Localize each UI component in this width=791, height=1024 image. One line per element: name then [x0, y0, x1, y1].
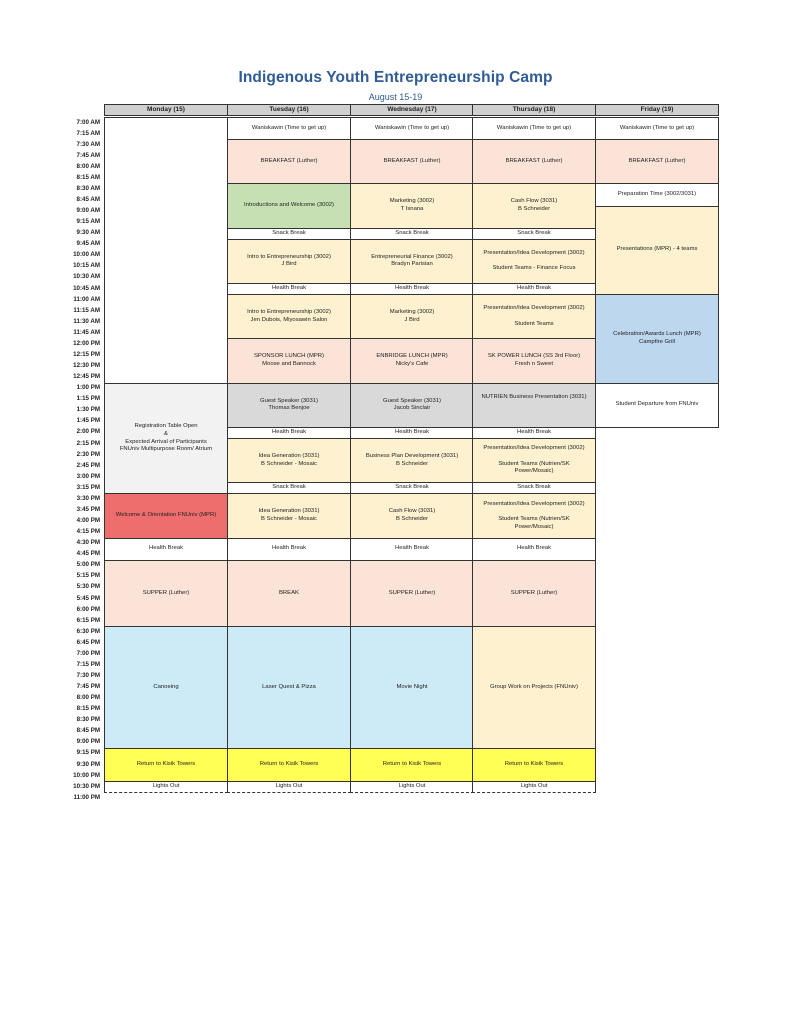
time-label: 1:15 PM — [76, 395, 100, 403]
time-label: 4:00 PM — [76, 517, 100, 525]
time-label: 11:15 AM — [73, 306, 100, 314]
time-label: 7:15 AM — [76, 129, 100, 137]
event-line: Snack Break — [395, 229, 429, 236]
schedule-event — [227, 748, 351, 782]
schedule-event — [350, 560, 474, 627]
day-header: Monday (15) — [104, 104, 228, 116]
event-line: Movie Night — [396, 683, 428, 690]
event-line: Bradyn Parisian — [391, 261, 433, 268]
time-label: 4:30 PM — [76, 539, 100, 547]
event-line: Snack Break — [272, 229, 306, 236]
schedule-event — [472, 538, 596, 561]
event-line: Student Teams — [514, 320, 554, 327]
event-line — [533, 508, 535, 516]
event-line: Power/Mosaic) — [514, 468, 554, 475]
schedule-event — [595, 206, 719, 296]
schedule-event — [227, 239, 351, 284]
event-line: Snack Break — [395, 484, 429, 491]
event-line: Presentation/Idea Development (3002) — [483, 445, 585, 452]
event-line: Expected Arrival of Participants — [125, 438, 207, 445]
event-line: Health Break — [148, 545, 184, 552]
schedule-event — [472, 294, 596, 339]
schedule-event — [472, 438, 596, 483]
schedule-event — [227, 383, 351, 428]
event-line: Laser Quest & Pizza — [262, 683, 316, 690]
event-line: Return to Kisik Towers — [382, 761, 442, 768]
page-title: Indigenous Youth Entrepreneurship Camp — [238, 69, 553, 86]
time-label: 12:00 PM — [73, 339, 100, 347]
event-line: Lights Out — [398, 783, 426, 790]
schedule-event — [104, 383, 228, 495]
event-line: Power/Mosaic) — [514, 523, 554, 530]
time-label: 2:45 PM — [76, 461, 100, 469]
event-line: BREAKFAST (Luther) — [505, 157, 563, 164]
event-line: Welcome & Orientation FNUniv (MPR) — [115, 512, 217, 519]
event-line: Moose and Bannock — [262, 361, 316, 368]
schedule-event — [350, 626, 474, 749]
time-label: 5:30 PM — [76, 583, 100, 591]
event-line: Presentation/Idea Development (3002) — [483, 500, 585, 507]
event-line: Waniskawin (Time to get up) — [496, 124, 572, 131]
event-line: T Isnana — [400, 206, 424, 213]
event-line: NUTRIEN Business Presentation (3031) — [481, 393, 587, 400]
schedule-event — [227, 626, 351, 749]
time-label: 8:15 AM — [76, 173, 100, 181]
event-line: Health Break — [516, 429, 552, 436]
event-line: Student Teams (Nutrien/SK — [498, 516, 570, 522]
event-line: SK POWER LUNCH (SS 3rd Floor) — [487, 353, 581, 360]
day-header: Friday (19) — [595, 104, 719, 116]
schedule-event — [350, 294, 474, 339]
time-label: 5:15 PM — [76, 572, 100, 580]
schedule-event — [350, 438, 474, 483]
time-label: 10:30 PM — [73, 782, 100, 790]
event-line: B Schneider - Mosaic — [261, 516, 317, 522]
event-line: Registration Table Open — [134, 423, 198, 430]
event-line: Entrepreneurial Finance (3002) — [371, 253, 453, 260]
event-line: B Schneider - Mosaic — [261, 460, 317, 467]
time-label: 8:30 AM — [76, 184, 100, 192]
event-line: Health Break — [516, 545, 552, 552]
event-line: Presentation/Idea Development (3002) — [483, 305, 585, 312]
time-label: 9:30 PM — [76, 760, 100, 768]
schedule-event — [104, 626, 228, 749]
event-line: SUPPER (Luther) — [510, 589, 558, 596]
time-label: 7:45 AM — [76, 151, 100, 159]
event-line: Fresh n Sweet — [515, 361, 553, 368]
event-line — [533, 453, 535, 461]
time-label: 8:15 PM — [76, 705, 100, 713]
schedule-event — [472, 781, 596, 793]
time-label: 8:30 PM — [76, 716, 100, 724]
event-line: BREAKFAST (Luther) — [383, 157, 441, 164]
event-line: Intro to Entrepreneurship (3002) — [247, 309, 331, 316]
time-label: 9:45 AM — [76, 240, 100, 248]
schedule-event — [472, 338, 596, 383]
event-line: ENBRIDGE LUNCH (MPR) — [376, 353, 448, 360]
time-label: 3:15 PM — [76, 483, 100, 491]
event-line: Introductions and Welcome (3002) — [244, 202, 334, 209]
event-line: Snack Break — [517, 484, 551, 491]
event-line: Cash Flow (3031) — [510, 198, 558, 205]
time-label: 12:15 PM — [73, 350, 100, 358]
time-label: 1:00 PM — [76, 384, 100, 392]
event-line: Health Break — [394, 429, 430, 436]
date-range: August 15-19 — [368, 92, 423, 102]
event-line: Lights Out — [520, 783, 548, 790]
event-line: SUPPER (Luther) — [142, 589, 190, 596]
event-line: Waniskawin (Time to get up) — [374, 124, 450, 131]
schedule-event — [104, 493, 228, 538]
time-label: 11:00 AM — [73, 295, 100, 303]
event-line: SUPPER (Luther) — [388, 589, 436, 596]
event-line: Campfire Grill — [638, 338, 675, 345]
event-line: Student Teams (Nutrien/SK — [498, 460, 570, 467]
schedule-event — [472, 383, 596, 428]
time-label: 5:00 PM — [76, 561, 100, 569]
time-label: 10:15 AM — [73, 262, 100, 270]
event-line: B Schneider — [395, 516, 429, 522]
event-line: Waniskawin (Time to get up) — [619, 124, 695, 131]
event-line: Student Teams - Finance Focus — [492, 265, 576, 272]
time-label: 11:45 AM — [73, 328, 100, 336]
time-label: 8:00 AM — [76, 162, 100, 170]
time-label: 2:00 PM — [76, 428, 100, 436]
time-label: 3:45 PM — [76, 505, 100, 513]
schedule-event — [472, 493, 596, 538]
schedule-event — [472, 117, 596, 140]
schedule-event — [227, 538, 351, 561]
schedule-event — [595, 294, 719, 384]
event-line: Health Break — [271, 545, 307, 552]
schedule-event — [350, 383, 474, 428]
event-line: Idea Generation (3031) — [258, 508, 320, 515]
time-label: 1:45 PM — [76, 417, 100, 425]
event-line: Lights Out — [275, 783, 303, 790]
time-label: 7:30 AM — [76, 140, 100, 148]
event-line: Return to Kisik Towers — [504, 761, 564, 768]
event-line: Health Break — [394, 285, 430, 292]
event-line: Health Break — [271, 285, 307, 292]
event-line: BREAK — [279, 589, 299, 596]
event-line: Celebration/Awards Lunch (MPR) — [613, 331, 701, 338]
schedule-event — [104, 538, 228, 561]
time-label: 6:00 PM — [76, 605, 100, 613]
schedule-event — [350, 183, 474, 228]
day-header: Thursday (18) — [472, 104, 596, 116]
event-line: Canoeing — [153, 683, 179, 690]
time-label: 2:15 PM — [76, 439, 100, 447]
event-line: Student Departure from FNUniv — [615, 401, 699, 408]
schedule-event — [227, 139, 351, 184]
schedule-event — [227, 493, 351, 538]
schedule-event — [227, 560, 351, 627]
time-label: 9:00 AM — [76, 207, 100, 215]
day-header: Tuesday (16) — [227, 104, 351, 116]
event-line: Guest Speaker (3031) — [383, 397, 441, 404]
event-line: Idea Generation (3031) — [258, 452, 320, 459]
time-label: 7:45 PM — [76, 683, 100, 691]
time-label: 6:15 PM — [76, 616, 100, 624]
schedule-event — [104, 117, 228, 384]
schedule-event — [104, 748, 228, 782]
time-label: 6:30 PM — [76, 627, 100, 635]
schedule-event — [227, 294, 351, 339]
time-label: 10:00 AM — [73, 251, 100, 259]
event-line — [533, 313, 535, 321]
time-label: 9:15 AM — [76, 218, 100, 226]
schedule-event — [350, 239, 474, 284]
time-label: 11:30 AM — [73, 317, 100, 325]
event-line: SPONSOR LUNCH (MPR) — [253, 353, 325, 360]
time-label: 10:30 AM — [73, 273, 100, 281]
time-label: 7:00 AM — [76, 118, 100, 126]
time-label: 3:00 PM — [76, 472, 100, 480]
event-line: Health Break — [271, 429, 307, 436]
event-line — [533, 409, 535, 417]
event-line: Marketing (3002) — [389, 198, 435, 205]
event-line: B Schneider — [517, 206, 551, 213]
time-label: 7:00 PM — [76, 649, 100, 657]
event-line: Presentation/Idea Development (3002) — [483, 249, 585, 256]
event-line: Waniskawin (Time to get up) — [251, 124, 327, 131]
time-label: 6:45 PM — [76, 638, 100, 646]
schedule-event — [227, 117, 351, 140]
schedule-event — [595, 139, 719, 184]
event-line: Guest Speaker (3031) — [260, 397, 318, 404]
event-line: Lights Out — [152, 783, 180, 790]
schedule-event — [227, 183, 351, 228]
time-label: 10:45 AM — [73, 284, 100, 292]
time-label: 12:30 PM — [73, 362, 100, 370]
event-line: Presentations (MPR) - 4 teams — [616, 246, 698, 253]
time-label: 9:15 PM — [76, 749, 100, 757]
event-line: Marketing (3002) — [389, 309, 435, 316]
schedule-event — [595, 383, 719, 428]
event-line: & — [164, 430, 168, 437]
event-line: Preparation Time (3002/3031) — [617, 191, 697, 198]
schedule-event — [350, 748, 474, 782]
schedule-event — [350, 781, 474, 793]
event-line: Return to Kisik Towers — [259, 761, 319, 768]
time-label: 7:15 PM — [76, 660, 100, 668]
schedule-event — [472, 239, 596, 284]
time-label: 10:00 PM — [73, 771, 100, 779]
event-line: Snack Break — [272, 484, 306, 491]
schedule-event — [104, 560, 228, 627]
event-line: B Schneider — [395, 460, 429, 467]
schedule-event — [472, 139, 596, 184]
event-line: BREAKFAST (Luther) — [628, 157, 686, 164]
schedule-event — [472, 626, 596, 749]
time-label: 8:45 AM — [76, 195, 100, 203]
schedule-event — [227, 781, 351, 793]
time-label: 12:45 PM — [73, 373, 100, 381]
time-label: 5:45 PM — [76, 594, 100, 602]
schedule-event — [350, 493, 474, 538]
event-line: Group Work on Projects (FNUniv) — [490, 683, 578, 690]
time-label: 1:30 PM — [76, 406, 100, 414]
day-header: Wednesday (17) — [350, 104, 474, 116]
event-line: J Bird — [281, 261, 297, 268]
schedule-event — [595, 117, 719, 140]
event-line: Business Plan Development (3031) — [365, 452, 459, 459]
event-line: Health Break — [516, 285, 552, 292]
event-line: Return to Kisik Towers — [136, 761, 196, 768]
schedule-event — [350, 538, 474, 561]
schedule-event — [472, 183, 596, 228]
time-label: 2:30 PM — [76, 450, 100, 458]
time-label: 3:30 PM — [76, 494, 100, 502]
event-line: Cash Flow (3031) — [388, 508, 436, 515]
schedule-event — [472, 748, 596, 782]
event-line: Nicky's Cafe — [395, 361, 429, 368]
schedule-event — [350, 117, 474, 140]
schedule-event — [350, 139, 474, 184]
event-line: FNUniv Multipurpose Room/ Atrium — [119, 446, 213, 453]
time-label: 7:30 PM — [76, 672, 100, 679]
schedule-event — [350, 338, 474, 383]
event-line: Jen Dubois, Miyosawin Salon — [250, 316, 328, 323]
event-line: BREAKFAST (Luther) — [260, 157, 318, 164]
event-line — [533, 401, 535, 409]
event-line: J Bird — [404, 316, 420, 323]
time-label: 8:45 PM — [76, 727, 100, 735]
event-line — [533, 258, 535, 266]
schedule-event — [227, 438, 351, 483]
time-label: 9:00 PM — [76, 738, 100, 746]
event-line: Snack Break — [517, 229, 551, 236]
schedule-event — [104, 781, 228, 793]
time-label: 9:30 AM — [76, 229, 100, 237]
event-line: Thomas Benjoe — [268, 405, 310, 412]
schedule-event — [595, 183, 719, 206]
event-line: Health Break — [394, 545, 430, 552]
time-label: 11:00 PM — [73, 793, 100, 801]
time-label: 4:45 PM — [76, 550, 100, 558]
time-label: 8:00 PM — [76, 694, 100, 702]
schedule-event — [472, 560, 596, 627]
schedule-event — [227, 338, 351, 383]
event-line: Jacob Sinclair — [393, 405, 431, 412]
time-label: 4:15 PM — [76, 528, 100, 536]
event-line: Intro to Entrepreneurship (3002) — [247, 253, 331, 260]
